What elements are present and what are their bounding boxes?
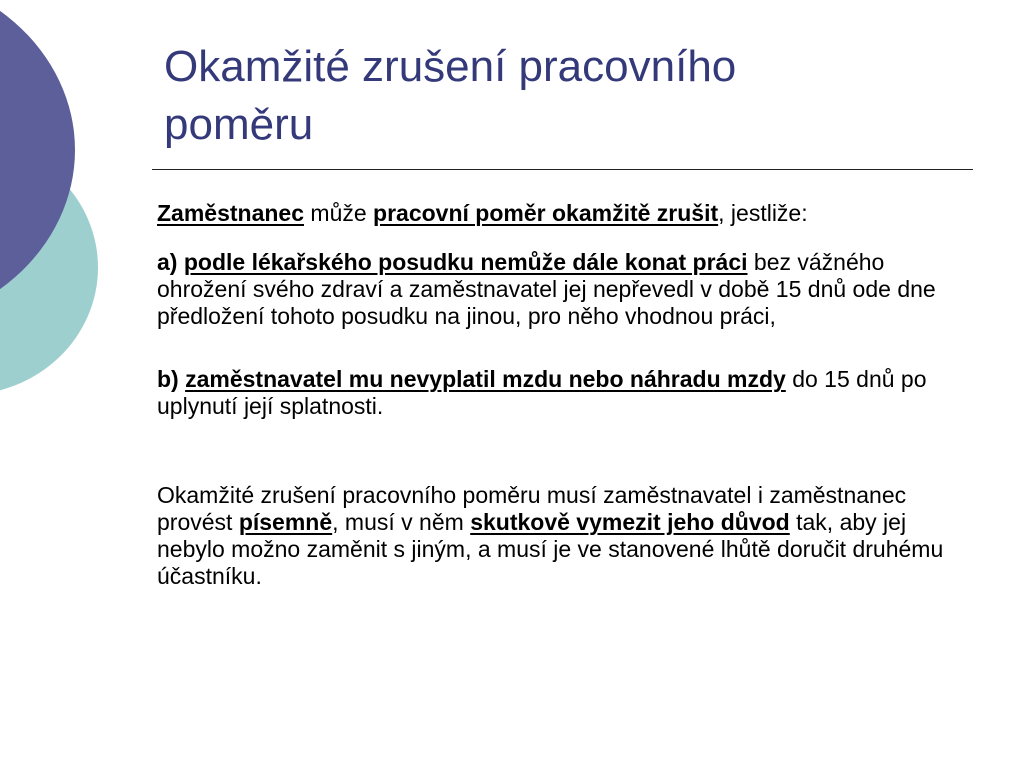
closing-text-1: Okamžité zrušení pracovního poměru musí zaměstnavatel i zaměstnanec provést	[157, 482, 907, 535]
point-a-text: bez vážného ohrožení svého zdraví a zaměstnavatel jej nepřevedl v době 15 dnů ode dne předložení tohoto posudku na jinou, pro něho vhodnou práci,	[157, 249, 936, 329]
point-b-letter: b)	[157, 366, 179, 392]
point-b-emphasis: zaměstnavatel mu nevyplatil mzdu nebo náhradu mzdy	[185, 366, 786, 392]
point-a-letter: a)	[157, 249, 178, 275]
point-a-emphasis: podle lékařského posudku nemůže dále konat práci	[183, 249, 748, 275]
intro-paragraph	[157, 200, 979, 227]
intro-verb: může	[304, 200, 374, 226]
slide-title-line2: poměru	[164, 100, 314, 149]
intro-subject: Zaměstnanec	[157, 200, 305, 226]
closing-text-3: tak, aby jej nebylo možno zaměnit s jiným, a musí je ve stanovené lhůtě doručit druhému účastníku.	[157, 509, 944, 589]
point-a-paragraph	[157, 249, 979, 330]
point-b-paragraph	[157, 366, 979, 420]
point-b-text: do 15 dnů po uplynutí její splatnosti.	[157, 366, 927, 419]
slide-body	[157, 200, 979, 590]
closing-paragraph	[157, 482, 979, 590]
slide-title-line1: Okamžité zrušení pracovního	[164, 42, 737, 91]
closing-emphasis-reason: skutkově vymezit jeho důvod	[470, 509, 790, 535]
closing-emphasis-written: písemně	[238, 509, 333, 535]
closing-text-2: , musí v něm	[332, 509, 471, 535]
intro-tail: , jestliže:	[718, 200, 808, 226]
slide-title	[164, 38, 974, 154]
intro-action: pracovní poměr okamžitě zrušit	[373, 200, 719, 226]
title-divider	[152, 169, 973, 170]
